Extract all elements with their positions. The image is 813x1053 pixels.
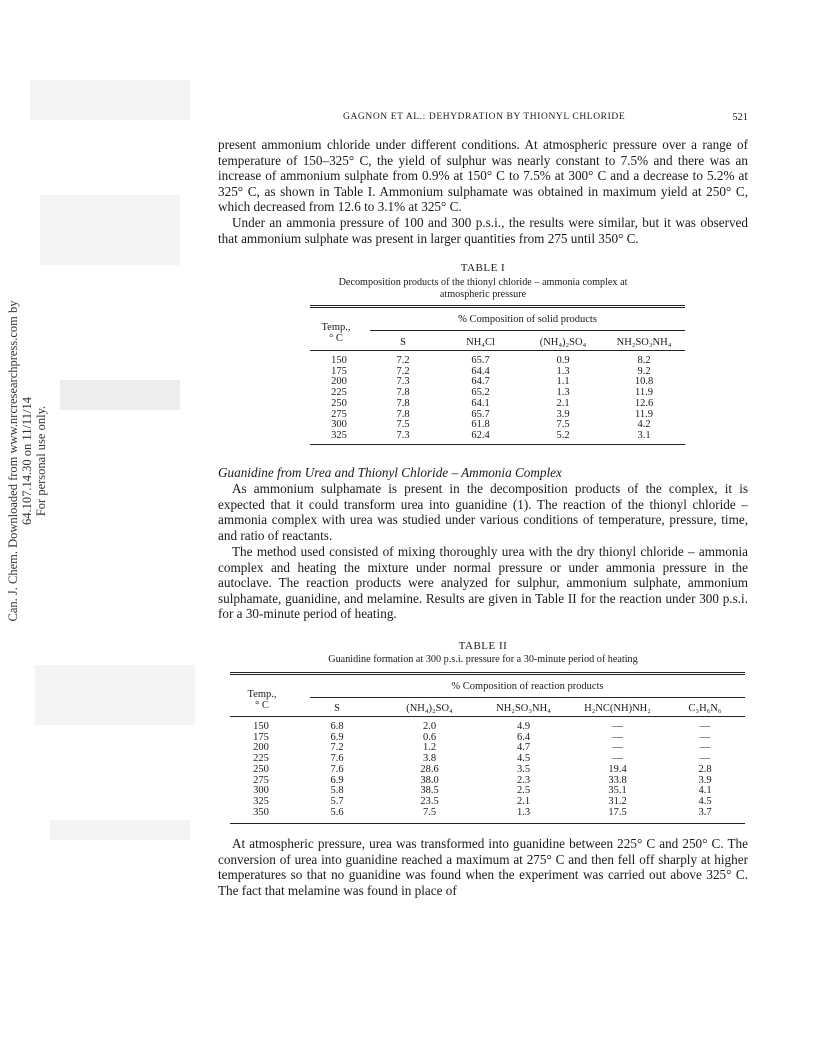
table-rule [370,330,685,331]
table-stub-header-line: ° C [255,700,269,711]
value-cell: 7.3 [396,376,410,388]
value-cell: 8.2 [637,355,651,366]
value-cell: 33.8 [608,774,627,786]
temperature-cell: 225 [331,387,347,399]
value-cell: 2.3 [516,774,531,786]
value-cell: 3.9 [698,774,712,786]
value-cell: — [699,753,711,765]
temperature-cell: 250 [253,763,269,775]
value-cell: 5.8 [330,785,344,797]
temperature-cell: 300 [253,785,269,797]
column-header: C₃H₆N₆ [688,703,722,714]
value-cell: 7.5 [422,806,437,818]
table-caption-line: Decomposition products of the thionyl chloride – ammonia complex at [338,277,628,288]
table-row [230,797,745,808]
value-cell: 11.9 [635,408,653,420]
table-row [310,410,685,421]
value-cell: 9.2 [637,365,651,377]
paragraph: The method used consisted of mixing thoroughly urea with the dry thionyl chloride – ammonia complex and heating the mixture under normal pressure or under ammonia pressure in the autoclave. The reaction products were analyzed for sulphur, ammonium sulphate, ammonium sulphamate, guanidine, and melamine. Results are given in Table II for the reaction under 300 p.s.i. for a 30-minute period of heating. [218,544,748,622]
value-cell: 1.3 [556,365,570,377]
value-cell: 2.5 [516,785,531,797]
table-row [230,754,745,765]
table-caption-line: atmospheric pressure [439,289,527,300]
table-row [230,722,745,733]
value-cell: 7.8 [396,408,410,420]
value-cell: 7.6 [330,763,344,775]
value-cell: 4.2 [637,419,651,431]
table-span-header: % Composition of reaction products [451,681,604,692]
value-cell: 62.4 [471,429,490,441]
value-cell: 64.7 [471,376,490,388]
temperature-cell: 300 [331,419,347,431]
value-cell: 5.7 [330,795,344,807]
value-cell: 3.1 [637,429,651,441]
table-row [310,356,685,367]
value-cell: 5.6 [330,806,344,818]
download-notice-line: Can. J. Chem. Downloaded from www.nrcresearchpress.com by 64.107.14.30 on 11/11/14 [6,300,34,622]
table-caption [218,277,748,301]
temperature-cell: 350 [253,806,269,818]
table-row [310,388,685,399]
value-cell: 4.1 [698,785,712,797]
column-header: S [334,703,340,714]
value-cell: 6.9 [330,774,344,786]
value-cell: 65.2 [471,387,490,399]
value-cell: 7.2 [396,365,410,377]
temperature-cell: 200 [253,742,269,754]
value-cell: 4.9 [516,721,531,732]
value-cell: 38.0 [420,774,439,786]
value-cell: 7.6 [330,753,344,765]
temperature-cell: 225 [253,753,269,765]
temperature-cell: 175 [331,365,347,377]
column-header: NH₂SO₃NH₄ [616,337,672,348]
table-rule [230,823,745,824]
value-cell: 7.8 [396,387,410,399]
table-row [310,367,685,378]
column-header: (NH₄)₂SO₄ [406,703,453,714]
value-cell: 1.1 [556,376,570,388]
value-cell: — [699,731,711,743]
value-cell: 3.5 [516,763,531,775]
table-stub-header-line: ° C [329,333,343,344]
temperature-cell: 150 [331,355,347,366]
scan-shadow [30,80,190,120]
value-cell: 2.1 [516,795,531,807]
value-cell: 3.7 [698,806,712,818]
value-cell: 1.2 [422,742,437,754]
temperature-cell: 275 [331,408,347,420]
table-row [230,743,745,754]
value-cell: 6.4 [516,731,531,743]
value-cell: 11.9 [635,387,653,399]
value-cell: 6.9 [330,731,344,743]
column-header: NH₂SO₃NH₄ [496,703,551,714]
column-header: NH₄Cl [466,337,495,348]
value-cell: 7.2 [396,355,410,366]
value-cell: 35.1 [608,785,627,797]
section-heading: Guanidine from Urea and Thionyl Chloride – Ammonia Complex [218,465,562,480]
value-cell: 2.1 [556,397,570,409]
value-cell: — [699,721,711,732]
value-cell: 2.8 [698,763,712,775]
value-cell: 65.7 [471,408,490,420]
temperature-cell: 200 [331,376,347,388]
table-row [230,733,745,744]
table-row [230,765,745,776]
value-cell: 17.5 [608,806,627,818]
value-cell: 23.5 [420,795,439,807]
table-2 [230,701,745,818]
value-cell: 10.8 [634,376,654,388]
value-cell: 64.4 [471,365,490,377]
value-cell: 3.8 [422,753,437,765]
table-1 [310,335,685,442]
table-span-header: % Composition of solid products [458,314,597,325]
table-row [310,420,685,431]
column-header: S [400,337,406,348]
value-cell: 12.6 [634,397,654,409]
value-cell: 0.6 [422,731,437,743]
value-cell: 61.8 [471,419,490,431]
paragraph: As ammonium sulphamate is present in the decomposition products of the complex, it is expected that it could transform urea into guanidine (1). The reaction of the thionyl chloride – ammonia complex with urea was studied under various conditions of temperature, pressure, time, and ratio of reactants. [218,481,748,543]
value-cell: 31.2 [608,795,627,807]
value-cell: 1.3 [516,806,531,818]
download-notice-line: For personal use only. [34,405,48,517]
value-cell: — [612,742,623,754]
running-title: GAGNON ET AL.: DEHYDRATION BY THIONYL CHLORIDE [343,112,626,122]
temperature-cell: 150 [253,721,269,732]
table-rule [230,672,745,675]
table-label: TABLE II [458,640,508,652]
scan-shadow [50,820,190,840]
value-cell: — [612,731,623,743]
scan-shadow [40,195,180,265]
table-rule [310,697,745,698]
table-rule [310,305,685,308]
value-cell: — [699,742,711,754]
value-cell: 7.5 [396,419,410,431]
value-cell: 28.6 [420,763,439,775]
paragraph: present ammonium chloride under different conditions. At atmospheric pressure over a range of temperature of 150–325° C, the yield of sulphur was nearly constant to 7.5% and there was an increase of ammonium sulphate from 0.9% at 150° C to 7.5% at 300° C and a decrease to 5.2% at 325° C, as shown in Table I. Ammonium sulphamate was obtained in maximum yield at 250° C, which decreased from 12.6 to 3.1% at 325° C. [218,137,748,215]
table-row [310,377,685,388]
paragraph: Under an ammonia pressure of 100 and 300 p.s.i., the results were similar, but it was observed that ammonium sulphate was present in larger quantities from 275 until 350° C. [218,215,748,246]
value-cell: 38.5 [420,785,439,797]
value-cell: 19.4 [608,763,627,775]
temperature-cell: 275 [253,774,269,786]
scan-shadow [35,665,195,725]
value-cell: 1.3 [556,387,570,399]
table-row [230,776,745,787]
value-cell: 4.7 [516,742,531,754]
table-label: TABLE I [460,262,506,274]
value-cell: 4.5 [698,795,712,807]
table-stub-header-line: Temp., [247,689,277,700]
value-cell: 2.0 [422,721,437,732]
value-cell: 7.8 [396,397,410,409]
paragraph: At atmospheric pressure, urea was transformed into guanidine between 225° C and 250° C. The conversion of urea into guanidine reached a maximum at 275° C and then fell off sharply at higher temperatures so that no guanidine was found when the experiment was carried out above 325° C. The fact that melamine was found in place of [218,836,748,898]
table-rule [310,444,685,445]
column-header: H₂NC(NH)NH₂ [584,703,651,714]
table-row [230,786,745,797]
table-row [230,808,745,819]
temperature-cell: 175 [253,731,269,743]
value-cell: 0.9 [556,355,570,366]
table-row [310,431,685,442]
value-cell: — [612,721,623,732]
temperature-cell: 325 [253,795,269,807]
value-cell: 65.7 [471,355,490,366]
table-stub-header-line: Temp., [321,322,351,333]
value-cell: 5.2 [556,429,570,441]
column-header: (NH₄)₂SO₄ [539,337,587,348]
value-cell: 3.9 [556,408,570,420]
value-cell: 64.1 [471,397,490,409]
table-caption: Guanidine formation at 300 p.s.i. pressure for a 30-minute period of heating [328,654,638,665]
download-notice [6,286,46,636]
table-row [310,399,685,410]
page-number: 521 [732,112,748,123]
value-cell: 7.3 [396,429,410,441]
value-cell: 7.5 [556,419,570,431]
value-cell: 6.8 [330,721,344,732]
value-cell: 7.2 [330,742,344,754]
temperature-cell: 325 [331,429,347,441]
scan-shadow [60,380,180,410]
temperature-cell: 250 [331,397,347,409]
value-cell: 4.5 [516,753,531,765]
value-cell: — [612,753,623,765]
